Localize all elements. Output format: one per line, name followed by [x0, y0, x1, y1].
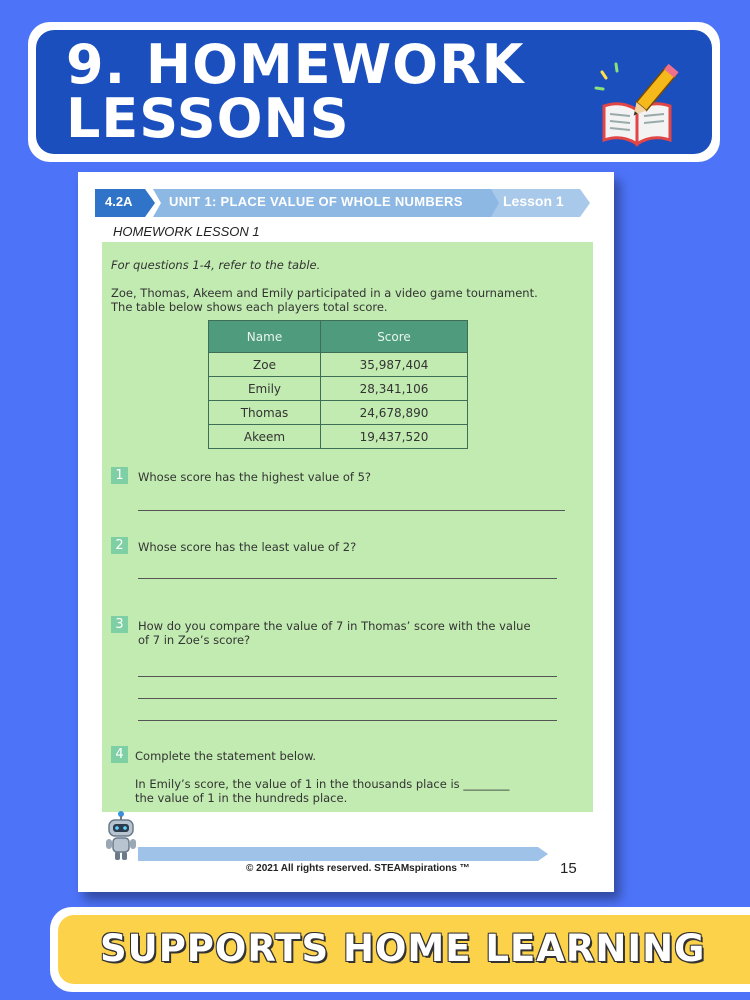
- worksheet-page: [78, 172, 614, 892]
- copyright-text: © 2021 All rights reserved. STEAMspirations ™: [246, 863, 470, 874]
- lesson-label: Lesson 1: [503, 193, 564, 209]
- table-row: [209, 425, 468, 449]
- table-row: [209, 353, 468, 377]
- question-4-number: 4: [111, 746, 128, 763]
- question-2-text: Whose score has the least value of 2?: [138, 540, 357, 554]
- homework-heading: HOMEWORK LESSON 1: [113, 224, 260, 239]
- question-3-text-line2: of 7 in Zoe’s score?: [138, 633, 251, 647]
- table-cell-name: Thomas: [209, 401, 321, 425]
- question-1-number: 1: [111, 467, 128, 484]
- table-cell-score: 28,341,106: [321, 377, 468, 401]
- question-3-text-line1: How do you compare the value of 7 in Thomas’ score with the value: [138, 619, 531, 633]
- question-1-text: Whose score has the highest value of 5?: [138, 470, 372, 484]
- answer-line-2[interactable]: [138, 578, 557, 579]
- table-cell-score: 19,437,520: [321, 425, 468, 449]
- book-pencil-icon: [592, 58, 682, 148]
- answer-line-1[interactable]: [138, 510, 565, 511]
- table-cell-score: 24,678,890: [321, 401, 468, 425]
- answer-line-3c[interactable]: [138, 720, 557, 721]
- robot-icon: [104, 810, 138, 862]
- banner-title-line1: 9. HOMEWORK: [66, 33, 525, 96]
- table-row: [209, 401, 468, 425]
- table-cell-score: 35,987,404: [321, 353, 468, 377]
- table-header-score: Score: [321, 321, 468, 353]
- table-header-name: Name: [209, 321, 321, 353]
- footer-arrow-bar: [138, 847, 548, 861]
- bottom-banner: [50, 907, 750, 992]
- instruction-text: For questions 1-4, refer to the table.: [111, 258, 321, 272]
- unit-title: UNIT 1: PLACE VALUE OF WHOLE NUMBERS: [169, 194, 463, 209]
- banner-title-line2: LESSONS: [66, 87, 350, 150]
- answer-line-3a[interactable]: [138, 676, 557, 677]
- question-4-text: Complete the statement below.: [135, 749, 317, 763]
- table-row: [209, 377, 468, 401]
- table-header-row: [209, 321, 468, 353]
- scores-table: [208, 320, 468, 449]
- intro-line-2: The table below shows each players total score.: [111, 300, 388, 314]
- question-2-number: 2: [111, 537, 128, 554]
- bottom-banner-text: SUPPORTS HOME LEARNING: [100, 927, 706, 970]
- unit-code: 4.2A: [105, 194, 133, 209]
- bottom-banner-panel: [58, 915, 750, 984]
- top-banner: [28, 22, 720, 162]
- intro-line-1: Zoe, Thomas, Akeem and Emily participated in a video game tournament.: [111, 286, 538, 300]
- top-banner-panel: [36, 30, 712, 154]
- question-4-statement-line1: In Emily’s score, the value of 1 in the thousands place is ________: [135, 777, 510, 791]
- question-panel: [102, 242, 593, 812]
- unit-header-bar: [95, 189, 590, 217]
- table-cell-name: Zoe: [209, 353, 321, 377]
- table-cell-name: Emily: [209, 377, 321, 401]
- table-cell-name: Akeem: [209, 425, 321, 449]
- page-number: 15: [560, 860, 577, 877]
- answer-line-3b[interactable]: [138, 698, 557, 699]
- question-3-number: 3: [111, 616, 128, 633]
- question-4-statement-line2: the value of 1 in the hundreds place.: [135, 791, 348, 805]
- banner-title: [66, 33, 525, 150]
